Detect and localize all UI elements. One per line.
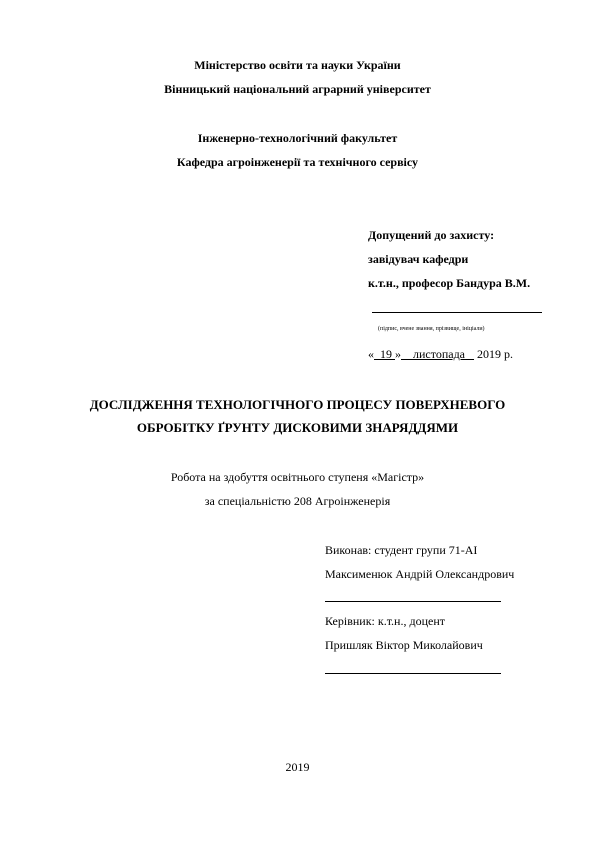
department-name: Кафедра агроінженерії та технічного сервісу [176,155,419,169]
footer-year: 2019 [285,760,310,774]
thesis-title-line2: ОБРОБІТКУ ҐРУНТУ ДИСКОВИМИ ЗНАРЯДДЯМИ [136,420,459,435]
approval-admitted: Допущений до захисту: [368,228,495,242]
supervisor-signature-line [325,673,501,674]
approval-signature-line [372,312,542,313]
thesis-title-line1: ДОСЛІДЖЕННЯ ТЕХНОЛОГІЧНОГО ПРОЦЕСУ ПОВЕРХНЕВОГО [89,397,506,412]
date-year: 2019 р. [477,347,514,361]
approval-head-of-department: завідувач кафедри [368,252,469,266]
date-day: 19 [380,347,392,361]
date-month: листопада [413,347,466,361]
supervisor-label: Керівник: к.т.н., доцент [325,614,445,628]
student-name: Максименюк Андрій Олександрович [325,567,515,581]
university-name: Вінницький національний аграрний університет [164,82,431,96]
approval-professor: к.т.н., професор Бандура В.М. [368,276,531,290]
ministry-name: Міністерство освіти та науки України [194,58,401,72]
supervisor-name: Пришляк Віктор Миколайович [325,638,483,652]
performed-by: Виконав: студент групи 71-АІ [325,543,478,557]
signature-caption: (підпис, вчене звання, прізвище, ініціали) [378,326,485,332]
approval-date [368,347,513,361]
faculty-name: Інженерно-технологічний факультет [197,131,398,145]
degree-line: Робота на здобуття освітнього ступеня «Магістр» [170,470,425,484]
date-quote-close: » [395,347,401,361]
date-quote-open: « [368,347,374,361]
specialty-line: за спеціальністю 208 Агроінженерія [204,494,391,508]
student-signature-line [325,601,501,602]
